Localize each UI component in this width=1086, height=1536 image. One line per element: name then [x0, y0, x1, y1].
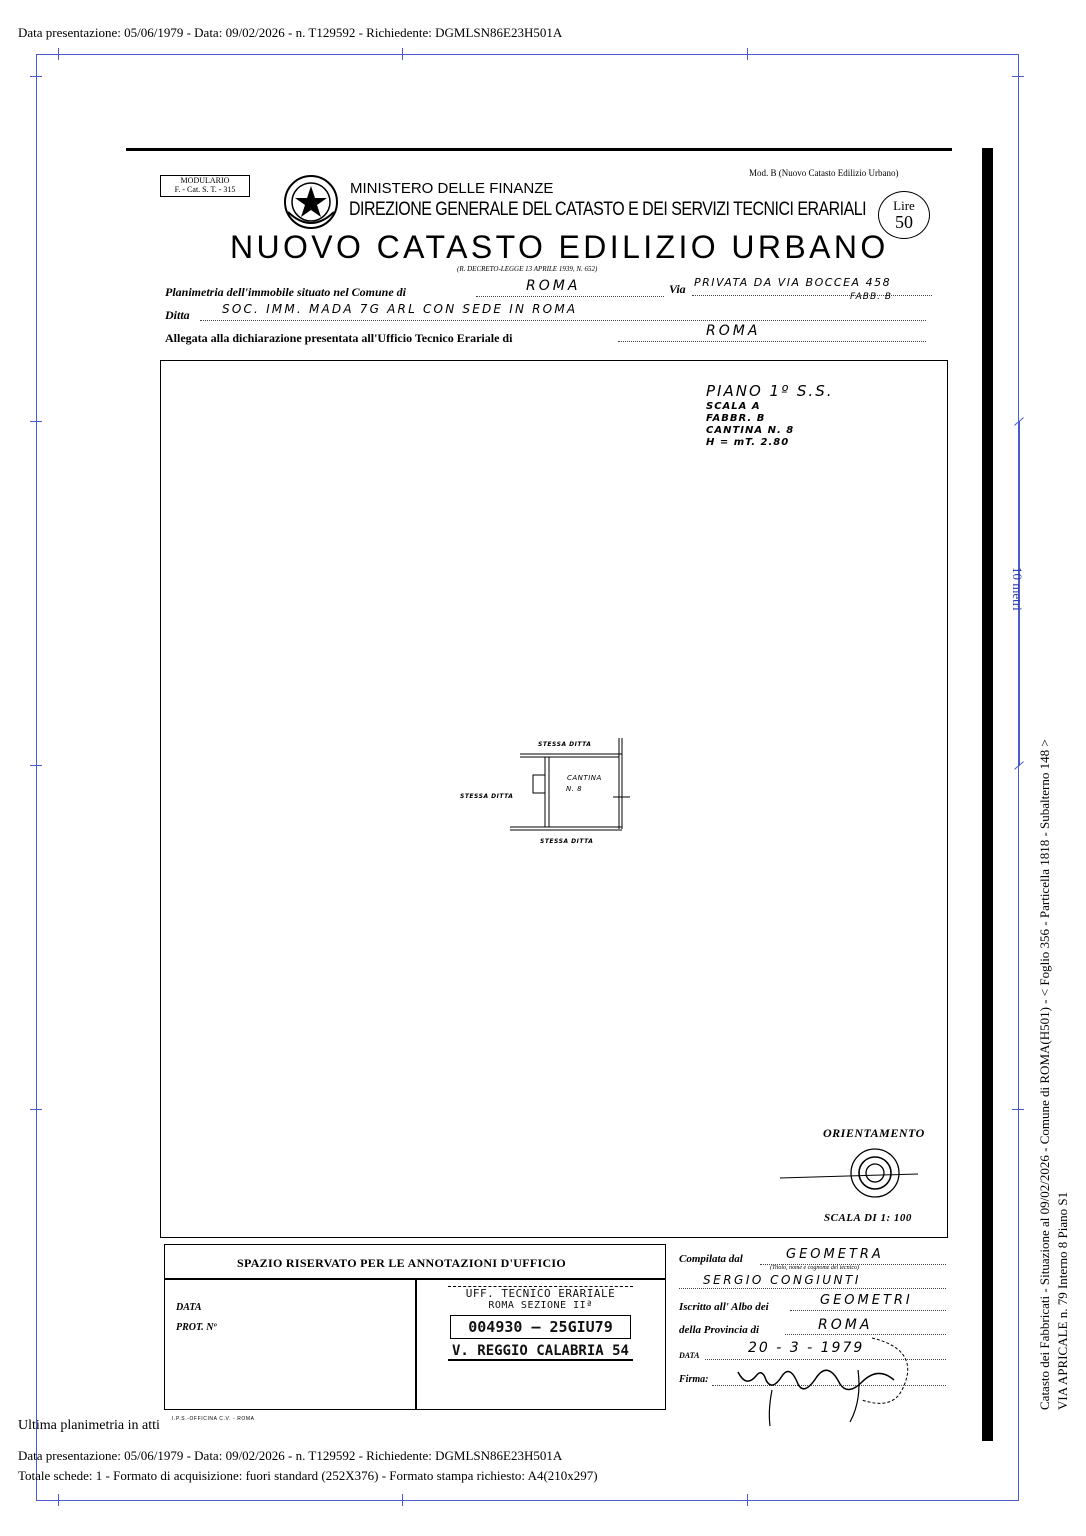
annotations-prot-label: PROT. Nº [176, 1322, 217, 1333]
office-stamp: UFF. TECNICO ERARIALE ROMA SEZIONE IIª 004930 — 25GIU79 V. REGGIO CALABRIA 54 [448, 1286, 633, 1361]
planimetria-label: Planimetria dell'immobile situato nel Comune di [165, 285, 407, 299]
via-value: PRIVATA DA VIA BOCCEA 458 [694, 276, 892, 289]
ditta-value: SOC. IMM. MADA 7G ARL CON SEDE IN ROMA [222, 302, 578, 316]
direction-label: DIREZIONE GENERALE DEL CATASTO E DEI SERVIZI TECNICI ERARIALI [349, 199, 867, 220]
compass-icon [778, 1143, 928, 1203]
side-info-line1: Catasto dei Fabbricati - Situazione al 09/02/2026 - Comune di ROMA(H501) - < Foglio 356 - Particella 1818 - Subalterno 148 > [1037, 739, 1052, 1410]
compilata-sub: (Titolo, nome e cognome del tecnico) [770, 1265, 859, 1271]
emblem-icon [282, 172, 340, 232]
annotations-data-label: DATA [176, 1302, 202, 1313]
compilata-label: Compilata dal [679, 1253, 743, 1265]
ultima-label: Ultima planimetria in atti [18, 1418, 160, 1433]
side-info-line2: VIA APRICALE n. 79 Interno 8 Piano S1 [1055, 1191, 1070, 1410]
tecnico-name: SERGIO CONGIUNTI [703, 1273, 861, 1287]
lire-stamp: Lire 50 [878, 191, 930, 239]
footer-line2: Totale schede: 1 - Formato di acquisizione: fuori standard (252X376) - Formato stampa richiesto: A4(210x297) [18, 1468, 598, 1483]
modulario-box: MODULARIO F. - Cat. S. T. - 315 [160, 175, 250, 197]
iscritto-value: GEOMETRI [820, 1293, 913, 1308]
annotations-title: SPAZIO RISERVATO PER LE ANNOTAZIONI D'UFFICIO [237, 1256, 567, 1270]
provincia-label: della Provincia di [679, 1324, 760, 1336]
firma-label: Firma: [679, 1374, 709, 1385]
footer-line1: Data presentazione: 05/06/1979 - Data: 09/02/2026 - n. T129592 - Richiedente: DGMLSN86E23H501A [18, 1448, 563, 1463]
ministry-label: MINISTERO DELLE FINANZE [350, 180, 554, 197]
compilata-data-label: DATA [679, 1351, 700, 1360]
scale-label: 10 metri [1010, 567, 1025, 611]
scala-label: SCALA DI 1: 100 [824, 1212, 912, 1224]
stessa-ditta-top: STESSA DITTA [538, 741, 592, 748]
compilata-data-value: 20 - 3 - 1979 [748, 1340, 865, 1356]
decree-label: (R. DECRETO-LEGGE 13 APRILE 1939, N. 652) [457, 265, 598, 273]
via-label: Via [669, 282, 686, 296]
compilata-value: GEOMETRA [786, 1247, 884, 1262]
fabb-value: FABB. B [850, 292, 893, 302]
header-line: Data presentazione: 05/06/1979 - Data: 09/02/2026 - n. T129592 - Richiedente: DGMLSN86E23H501A [18, 25, 563, 40]
room-label-line1: CANTINA [567, 774, 602, 782]
ditta-label: Ditta [165, 308, 190, 322]
plan-notes: PIANO 1º S.S. SCALA A FABBR. B CANTINA N. 8 H = mT. 2.80 [706, 382, 834, 448]
room-label-line2: N. 8 [566, 785, 583, 793]
signature-icon [732, 1330, 922, 1430]
orientamento-label: ORIENTAMENTO [823, 1126, 925, 1140]
officina-label: I.P.S.-OFFICINA C.V. - ROMA [172, 1416, 255, 1422]
iscritto-label: Iscritto all' Albo dei [679, 1301, 769, 1313]
allegata-label: Allegata alla dichiarazione presentata all'Ufficio Tecnico Erariale di [165, 331, 513, 345]
ufficio-value: ROMA [706, 323, 761, 339]
stessa-ditta-bottom: STESSA DITTA [540, 838, 594, 845]
comune-value: ROMA [526, 278, 581, 294]
provincia-value: ROMA [818, 1317, 873, 1333]
mod-b-label: Mod. B (Nuovo Catasto Edilizio Urbano) [749, 168, 899, 178]
main-title: NUOVO CATASTO EDILIZIO URBANO [230, 229, 889, 265]
stessa-ditta-left: STESSA DITTA [460, 793, 514, 800]
